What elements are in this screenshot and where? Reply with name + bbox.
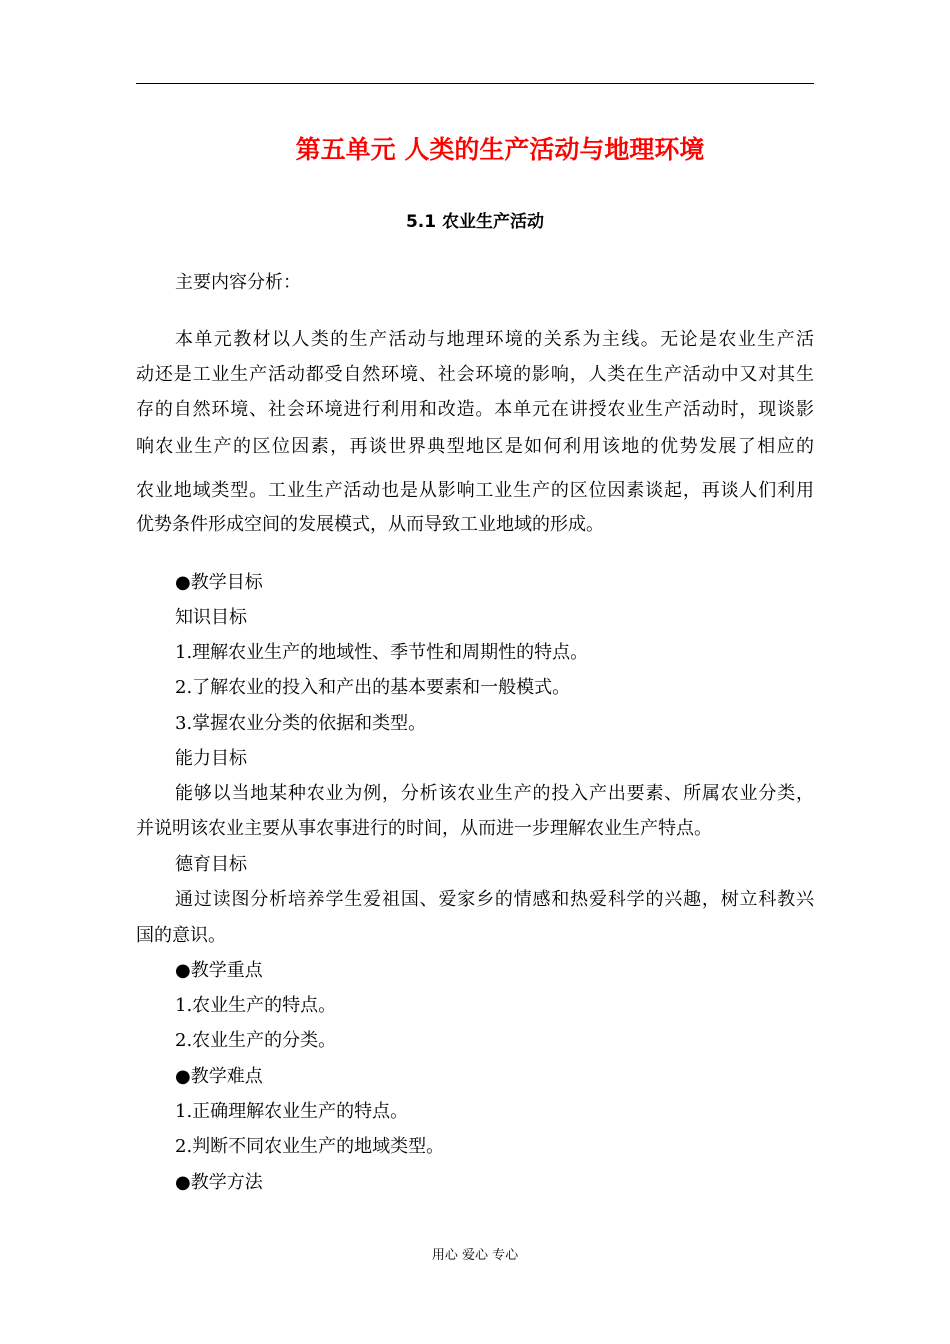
paragraph-line: 存的自然环境、社会环境进行利用和改造。本单元在讲授农业生产活动时，现谈影 — [136, 399, 814, 420]
ability-heading: 能力目标 — [175, 748, 247, 769]
header-rule — [136, 83, 814, 84]
key-point-item: 1.农业生产的特点。 — [175, 995, 337, 1016]
key-point-item: 2.农业生产的分类。 — [175, 1030, 337, 1051]
analysis-heading: 主要内容分析： — [175, 272, 301, 293]
methods-heading: ●教学方法 — [175, 1172, 263, 1193]
knowledge-heading: 知识目标 — [175, 607, 247, 628]
moral-line: 国的意识。 — [136, 925, 226, 946]
objectives-heading: ●教学目标 — [175, 572, 263, 593]
difficulties-heading: ●教学难点 — [175, 1066, 263, 1087]
moral-line: 通过读图分析培养学生爱祖国、爱家乡的情感和热爱科学的兴趣，树立科教兴 — [175, 889, 814, 910]
key-points-heading: ●教学重点 — [175, 960, 263, 981]
ability-line: 能够以当地某种农业为例，分析该农业生产的投入产出要素、所属农业分类， — [175, 783, 814, 804]
knowledge-item: 3.掌握农业分类的依据和类型。 — [175, 713, 427, 734]
page-footer: 用心 爱心 专心 — [431, 1248, 519, 1263]
section-title: 5.1 农业生产活动 — [405, 212, 545, 232]
paragraph-line: 动还是工业生产活动都受自然环境、社会环境的影响，人类在生产活动中又对其生 — [136, 364, 814, 385]
unit-title: 第五单元 人类的生产活动与地理环境 — [295, 135, 705, 164]
difficulty-item: 2.判断不同农业生产的地域类型。 — [175, 1136, 445, 1157]
paragraph-line: 响农业生产的区位因素，再谈世界典型地区是如何利用该地的优势发展了相应的 — [136, 436, 814, 457]
moral-heading: 德育目标 — [175, 854, 247, 875]
knowledge-item: 1.理解农业生产的地域性、季节性和周期性的特点。 — [175, 642, 589, 663]
paragraph-line: 本单元教材以人类的生产活动与地理环境的关系为主线。无论是农业生产活 — [175, 329, 814, 350]
knowledge-item: 2.了解农业的投入和产出的基本要素和一般模式。 — [175, 677, 571, 698]
difficulty-item: 1.正确理解农业生产的特点。 — [175, 1101, 409, 1122]
paragraph-line: 农业地域类型。工业生产活动也是从影响工业生产的区位因素谈起，再谈人们利用 — [136, 480, 814, 501]
ability-line: 并说明该农业主要从事农事进行的时间，从而进一步理解农业生产特点。 — [136, 818, 712, 839]
paragraph-line: 优势条件形成空间的发展模式，从而导致工业地域的形成。 — [136, 514, 604, 535]
